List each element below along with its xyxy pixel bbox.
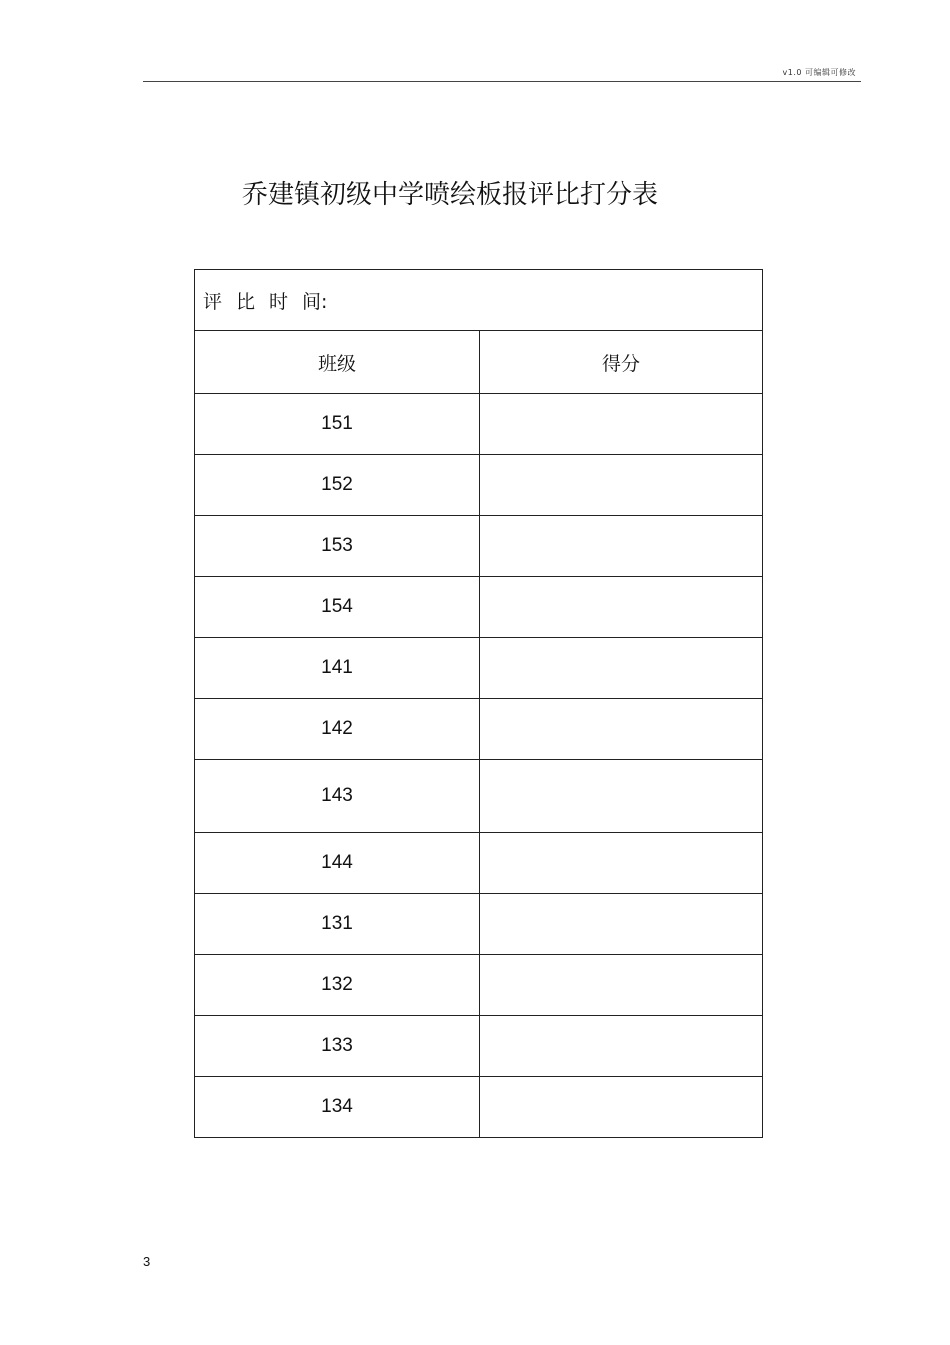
page-number: 3 (143, 1254, 151, 1269)
date-label-char: 间: (302, 290, 328, 313)
score-cell[interactable] (480, 760, 763, 833)
score-cell[interactable] (480, 577, 763, 638)
score-cell[interactable] (480, 894, 763, 955)
class-cell: 132 (195, 955, 480, 1016)
class-cell: 134 (195, 1077, 480, 1138)
table-row (195, 833, 763, 894)
date-cell[interactable] (195, 270, 763, 331)
class-cell: 144 (195, 833, 480, 894)
date-label-char: 时 (269, 290, 289, 313)
class-cell: 152 (195, 455, 480, 516)
table-row (195, 516, 763, 577)
date-row (195, 270, 763, 331)
table-row (195, 394, 763, 455)
score-cell[interactable] (480, 455, 763, 516)
score-cell[interactable] (480, 699, 763, 760)
class-cell: 133 (195, 1016, 480, 1077)
score-cell[interactable] (480, 516, 763, 577)
document-title: 乔建镇初级中学喷绘板报评比打分表 (242, 180, 659, 210)
table-row (195, 1077, 763, 1138)
header-version-note: v1.0 可编辑可修改 (782, 68, 856, 77)
score-cell[interactable] (480, 638, 763, 699)
class-cell: 154 (195, 577, 480, 638)
table-row (195, 1016, 763, 1077)
score-table (194, 269, 763, 1138)
header-divider (143, 81, 861, 82)
class-cell: 143 (195, 760, 480, 833)
table-row (195, 638, 763, 699)
table-row (195, 699, 763, 760)
score-cell[interactable] (480, 1016, 763, 1077)
date-label-char: 比 (236, 290, 256, 313)
column-header-row (195, 331, 763, 394)
score-cell[interactable] (480, 955, 763, 1016)
class-cell: 151 (195, 394, 480, 455)
score-cell[interactable] (480, 1077, 763, 1138)
column-header-class: 班级 (195, 331, 480, 394)
table-row (195, 955, 763, 1016)
table-row (195, 577, 763, 638)
date-label-char: 评 (203, 290, 223, 313)
class-cell: 142 (195, 699, 480, 760)
column-header-score: 得分 (480, 331, 763, 394)
table-row (195, 760, 763, 833)
class-cell: 153 (195, 516, 480, 577)
class-cell: 141 (195, 638, 480, 699)
class-cell: 131 (195, 894, 480, 955)
table-row (195, 455, 763, 516)
table-row (195, 894, 763, 955)
score-cell[interactable] (480, 394, 763, 455)
score-cell[interactable] (480, 833, 763, 894)
